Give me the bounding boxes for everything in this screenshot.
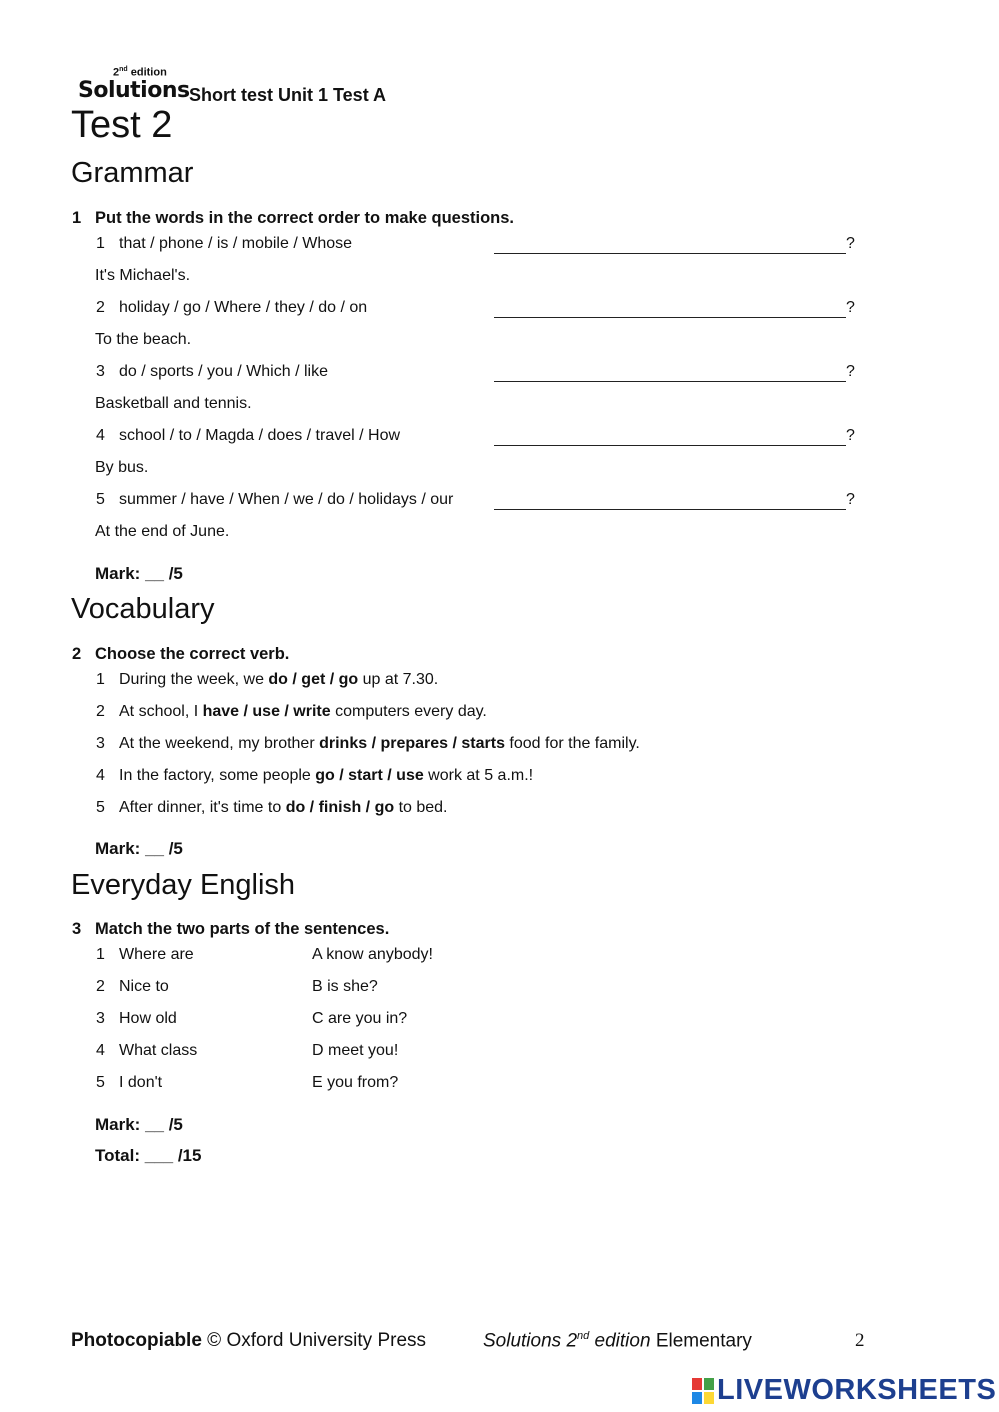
- grammar-heading: Grammar: [71, 157, 194, 189]
- question-3-instruction: Match the two parts of the sentences.: [95, 920, 390, 938]
- grammar-mark: Mark: __ /5: [95, 564, 183, 583]
- everyday-english-heading: Everyday English: [71, 869, 296, 901]
- liveworksheets-wordmark: LIVEWORKSHEETS: [717, 1374, 997, 1406]
- vocab-item-text: During the week, we: [119, 671, 269, 688]
- vocab-options[interactable]: do / finish / go: [285, 799, 395, 816]
- grammar-item-number: 1: [96, 235, 105, 252]
- question-mark: ?: [846, 235, 855, 252]
- question-mark: ?: [846, 427, 855, 444]
- footer-book-level: Elementary: [650, 1330, 752, 1352]
- grammar-item-number: 5: [96, 491, 105, 508]
- vocab-item-text: computers every day.: [330, 703, 487, 720]
- match-item-number: 3: [96, 1010, 105, 1027]
- match-right[interactable]: C are you in?: [312, 1010, 408, 1027]
- vocab-options[interactable]: drinks / prepares / starts: [319, 735, 505, 752]
- footer-book-sup: nd: [577, 1330, 590, 1342]
- vocab-item: [119, 703, 487, 721]
- grammar-item-words: school / to / Magda / does / travel / How: [119, 427, 401, 444]
- icon-square-yellow: [704, 1392, 714, 1404]
- vocab-item-text: food for the family.: [504, 735, 640, 752]
- question-mark: ?: [846, 491, 855, 508]
- logo-edition: [113, 66, 167, 79]
- vocab-item-text: After dinner, it's time to: [119, 799, 286, 816]
- grammar-item-reply: To the beach.: [95, 331, 192, 348]
- match-left: Where are: [119, 946, 194, 963]
- vocab-item-number: 5: [96, 799, 105, 816]
- match-left: Nice to: [119, 978, 169, 995]
- match-right[interactable]: D meet you!: [312, 1042, 399, 1059]
- vocab-item-text: to bed.: [394, 799, 448, 816]
- match-right[interactable]: B is she?: [312, 978, 378, 995]
- match-left: I don't: [119, 1074, 163, 1091]
- page-number: 2: [855, 1330, 865, 1351]
- vocab-item-text: up at 7.30.: [358, 671, 439, 688]
- grammar-item-number: 3: [96, 363, 105, 380]
- vocab-item: [119, 767, 533, 785]
- footer-copyright: [71, 1330, 426, 1352]
- grammar-item-reply: At the end of June.: [95, 523, 230, 540]
- match-right[interactable]: A know anybody!: [312, 946, 433, 963]
- match-item-number: 1: [96, 946, 105, 963]
- footer-copyright-text: © Oxford University Press: [201, 1330, 427, 1351]
- vocab-item-number: 2: [96, 703, 105, 720]
- match-item-number: 5: [96, 1074, 105, 1091]
- question-mark: ?: [846, 363, 855, 380]
- match-item-number: 4: [96, 1042, 105, 1059]
- footer-book: [483, 1330, 752, 1352]
- question-2-instruction: Choose the correct verb.: [95, 645, 290, 663]
- vocabulary-heading: Vocabulary: [71, 593, 215, 625]
- footer-book-edition: edition: [589, 1330, 651, 1352]
- vocab-item: [119, 735, 640, 753]
- vocab-item-number: 1: [96, 671, 105, 688]
- icon-square-red: [692, 1378, 702, 1390]
- match-item-number: 2: [96, 978, 105, 995]
- header-title: Short test Unit 1 Test A: [189, 85, 387, 105]
- grammar-item-words: summer / have / When / we / do / holidays / our: [119, 491, 454, 508]
- match-right[interactable]: E you from?: [312, 1074, 399, 1091]
- vocab-item-text: At the weekend, my brother: [119, 735, 320, 752]
- question-mark: ?: [846, 299, 855, 316]
- icon-square-green: [704, 1378, 714, 1390]
- vocab-item-text: work at 5 a.m.!: [423, 767, 534, 784]
- everyday-mark: Mark: __ /5: [95, 1115, 183, 1134]
- grammar-item-number: 2: [96, 299, 105, 316]
- answer-line-1[interactable]: [494, 253, 846, 254]
- answer-line-2[interactable]: [494, 317, 846, 318]
- logo-edition-word: edition: [127, 66, 167, 79]
- vocab-item-text: At school, I: [119, 703, 203, 720]
- vocab-item: [119, 671, 438, 689]
- answer-line-5[interactable]: [494, 509, 846, 510]
- vocab-item-number: 4: [96, 767, 105, 784]
- solutions-logo: Solutions: [78, 78, 190, 103]
- question-1-instruction: Put the words in the correct order to make questions.: [95, 209, 514, 227]
- grammar-item-words: do / sports / you / Which / like: [119, 363, 328, 380]
- test-title: Test 2: [71, 104, 173, 146]
- grammar-item-words: holiday / go / Where / they / do / on: [119, 299, 368, 316]
- answer-line-4[interactable]: [494, 445, 846, 446]
- vocab-item: [119, 799, 448, 817]
- answer-line-3[interactable]: [494, 381, 846, 382]
- liveworksheets-icon: [692, 1378, 714, 1404]
- match-left: What class: [119, 1042, 198, 1059]
- grammar-item-reply: It's Michael's.: [95, 267, 191, 284]
- vocab-options[interactable]: go / start / use: [315, 767, 424, 784]
- question-2-number: 2: [72, 645, 82, 663]
- footer-book-title: Solutions 2: [483, 1330, 578, 1352]
- grammar-item-reply: Basketball and tennis.: [95, 395, 252, 412]
- icon-square-blue: [692, 1392, 702, 1404]
- match-left: How old: [119, 1010, 177, 1027]
- liveworksheets-brand: [692, 1374, 996, 1407]
- vocab-item-text: In the factory, some people: [119, 767, 316, 784]
- vocab-options[interactable]: do / get / go: [268, 671, 359, 688]
- footer-photocopiable: Photocopiable: [71, 1330, 202, 1351]
- question-3-number: 3: [72, 920, 82, 938]
- logo-edition-sup: nd: [119, 66, 128, 73]
- vocab-options[interactable]: have / use / write: [202, 703, 331, 720]
- logo-edition-num: 2: [113, 66, 120, 79]
- grammar-item-number: 4: [96, 427, 105, 444]
- grammar-item-reply: By bus.: [95, 459, 149, 476]
- vocabulary-mark: Mark: __ /5: [95, 839, 183, 858]
- vocab-item-number: 3: [96, 735, 105, 752]
- grammar-item-words: that / phone / is / mobile / Whose: [119, 235, 353, 252]
- total-mark: Total: ___ /15: [95, 1146, 202, 1165]
- question-1-number: 1: [72, 209, 82, 227]
